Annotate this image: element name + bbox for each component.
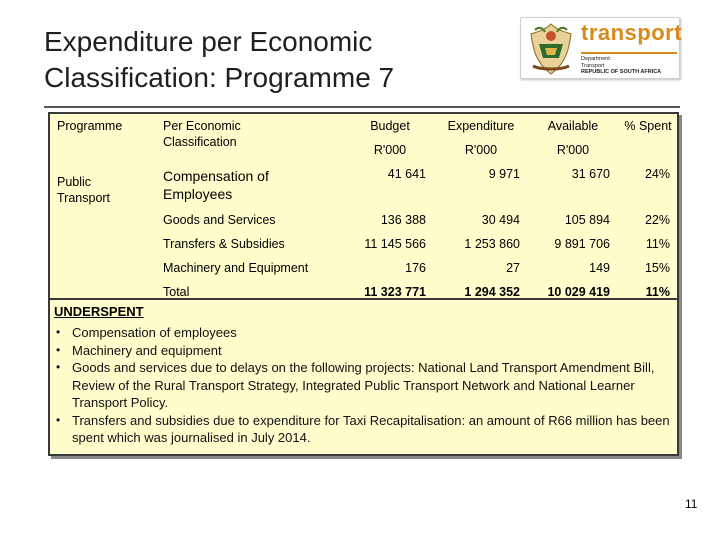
logo-rule	[581, 52, 677, 54]
underspent-list	[54, 324, 670, 447]
row-total-expenditure: 1 294 352	[464, 285, 520, 299]
row-budget: 41 641	[387, 167, 426, 181]
row-budget: 11 145 566	[364, 237, 426, 251]
page-number: 11	[685, 497, 698, 511]
row-available: 31 670	[571, 167, 610, 181]
row-spent: 22%	[644, 213, 670, 227]
header-budget: Budget	[370, 119, 410, 133]
unit-expenditure: R'000	[464, 143, 498, 157]
logo-subtext: Department: Transport REPUBLIC OF SOUTH AFRICA	[581, 56, 662, 75]
page-title: Expenditure per Economic Classification: Programme 7	[44, 26, 395, 93]
department-logo	[520, 17, 683, 79]
title-divider	[44, 106, 680, 108]
row-expenditure: 27	[506, 261, 520, 275]
list-item: • Machinery and equipment	[54, 342, 670, 360]
row-classification: Compensation of Employees	[163, 168, 269, 202]
row-available: 149	[589, 261, 610, 275]
row-available: 105 894	[564, 213, 610, 227]
row-spent: 15%	[644, 261, 670, 275]
list-item: • Goods and services due to delays on the following projects: National Land Transport Amendment Bill, Review of the Rural Transport Strategy, Integrated Public Transport Network and National Learner Transport Policy.	[54, 359, 670, 412]
row-available: 9 891 706	[554, 237, 610, 251]
unit-budget: R'000	[373, 143, 407, 157]
row-expenditure: 1 253 860	[464, 237, 520, 251]
row-spent: 11%	[645, 237, 670, 251]
row-total-spent: 11%	[645, 285, 670, 299]
row-budget: 136 388	[380, 213, 426, 227]
unit-available: R'000	[556, 143, 590, 157]
row-total-label: Total	[163, 285, 190, 299]
list-item: • Compensation of employees	[54, 324, 670, 342]
header-spent: % Spent	[624, 119, 672, 133]
programme-name: Public Transport	[57, 175, 111, 205]
row-budget: 176	[405, 261, 426, 275]
underspent-heading: UNDERSPENT	[54, 304, 144, 319]
row-total-available: 10 029 419	[547, 285, 610, 299]
list-item: • Transfers and subsidies due to expenditure for Taxi Recapitalisation: an amount of R66 million has been spent which was journalised in July 2014.	[54, 412, 670, 447]
row-spent: 24%	[644, 167, 670, 181]
row-total-budget: 11 323 771	[364, 285, 426, 299]
header-programme: Programme	[57, 119, 123, 133]
row-classification: Machinery and Equipment	[163, 261, 309, 275]
row-expenditure: 30 494	[481, 213, 520, 227]
coat-of-arms-icon	[525, 22, 577, 76]
row-expenditure: 9 971	[488, 167, 520, 181]
row-classification: Goods and Services	[163, 213, 276, 227]
logo-wordmark: transport	[581, 20, 683, 45]
header-expenditure: Expenditure	[447, 119, 515, 133]
row-classification: Transfers & Subsidies	[163, 237, 285, 251]
header-available: Available	[547, 119, 599, 133]
header-classification: Per Economic Classification	[163, 119, 241, 149]
